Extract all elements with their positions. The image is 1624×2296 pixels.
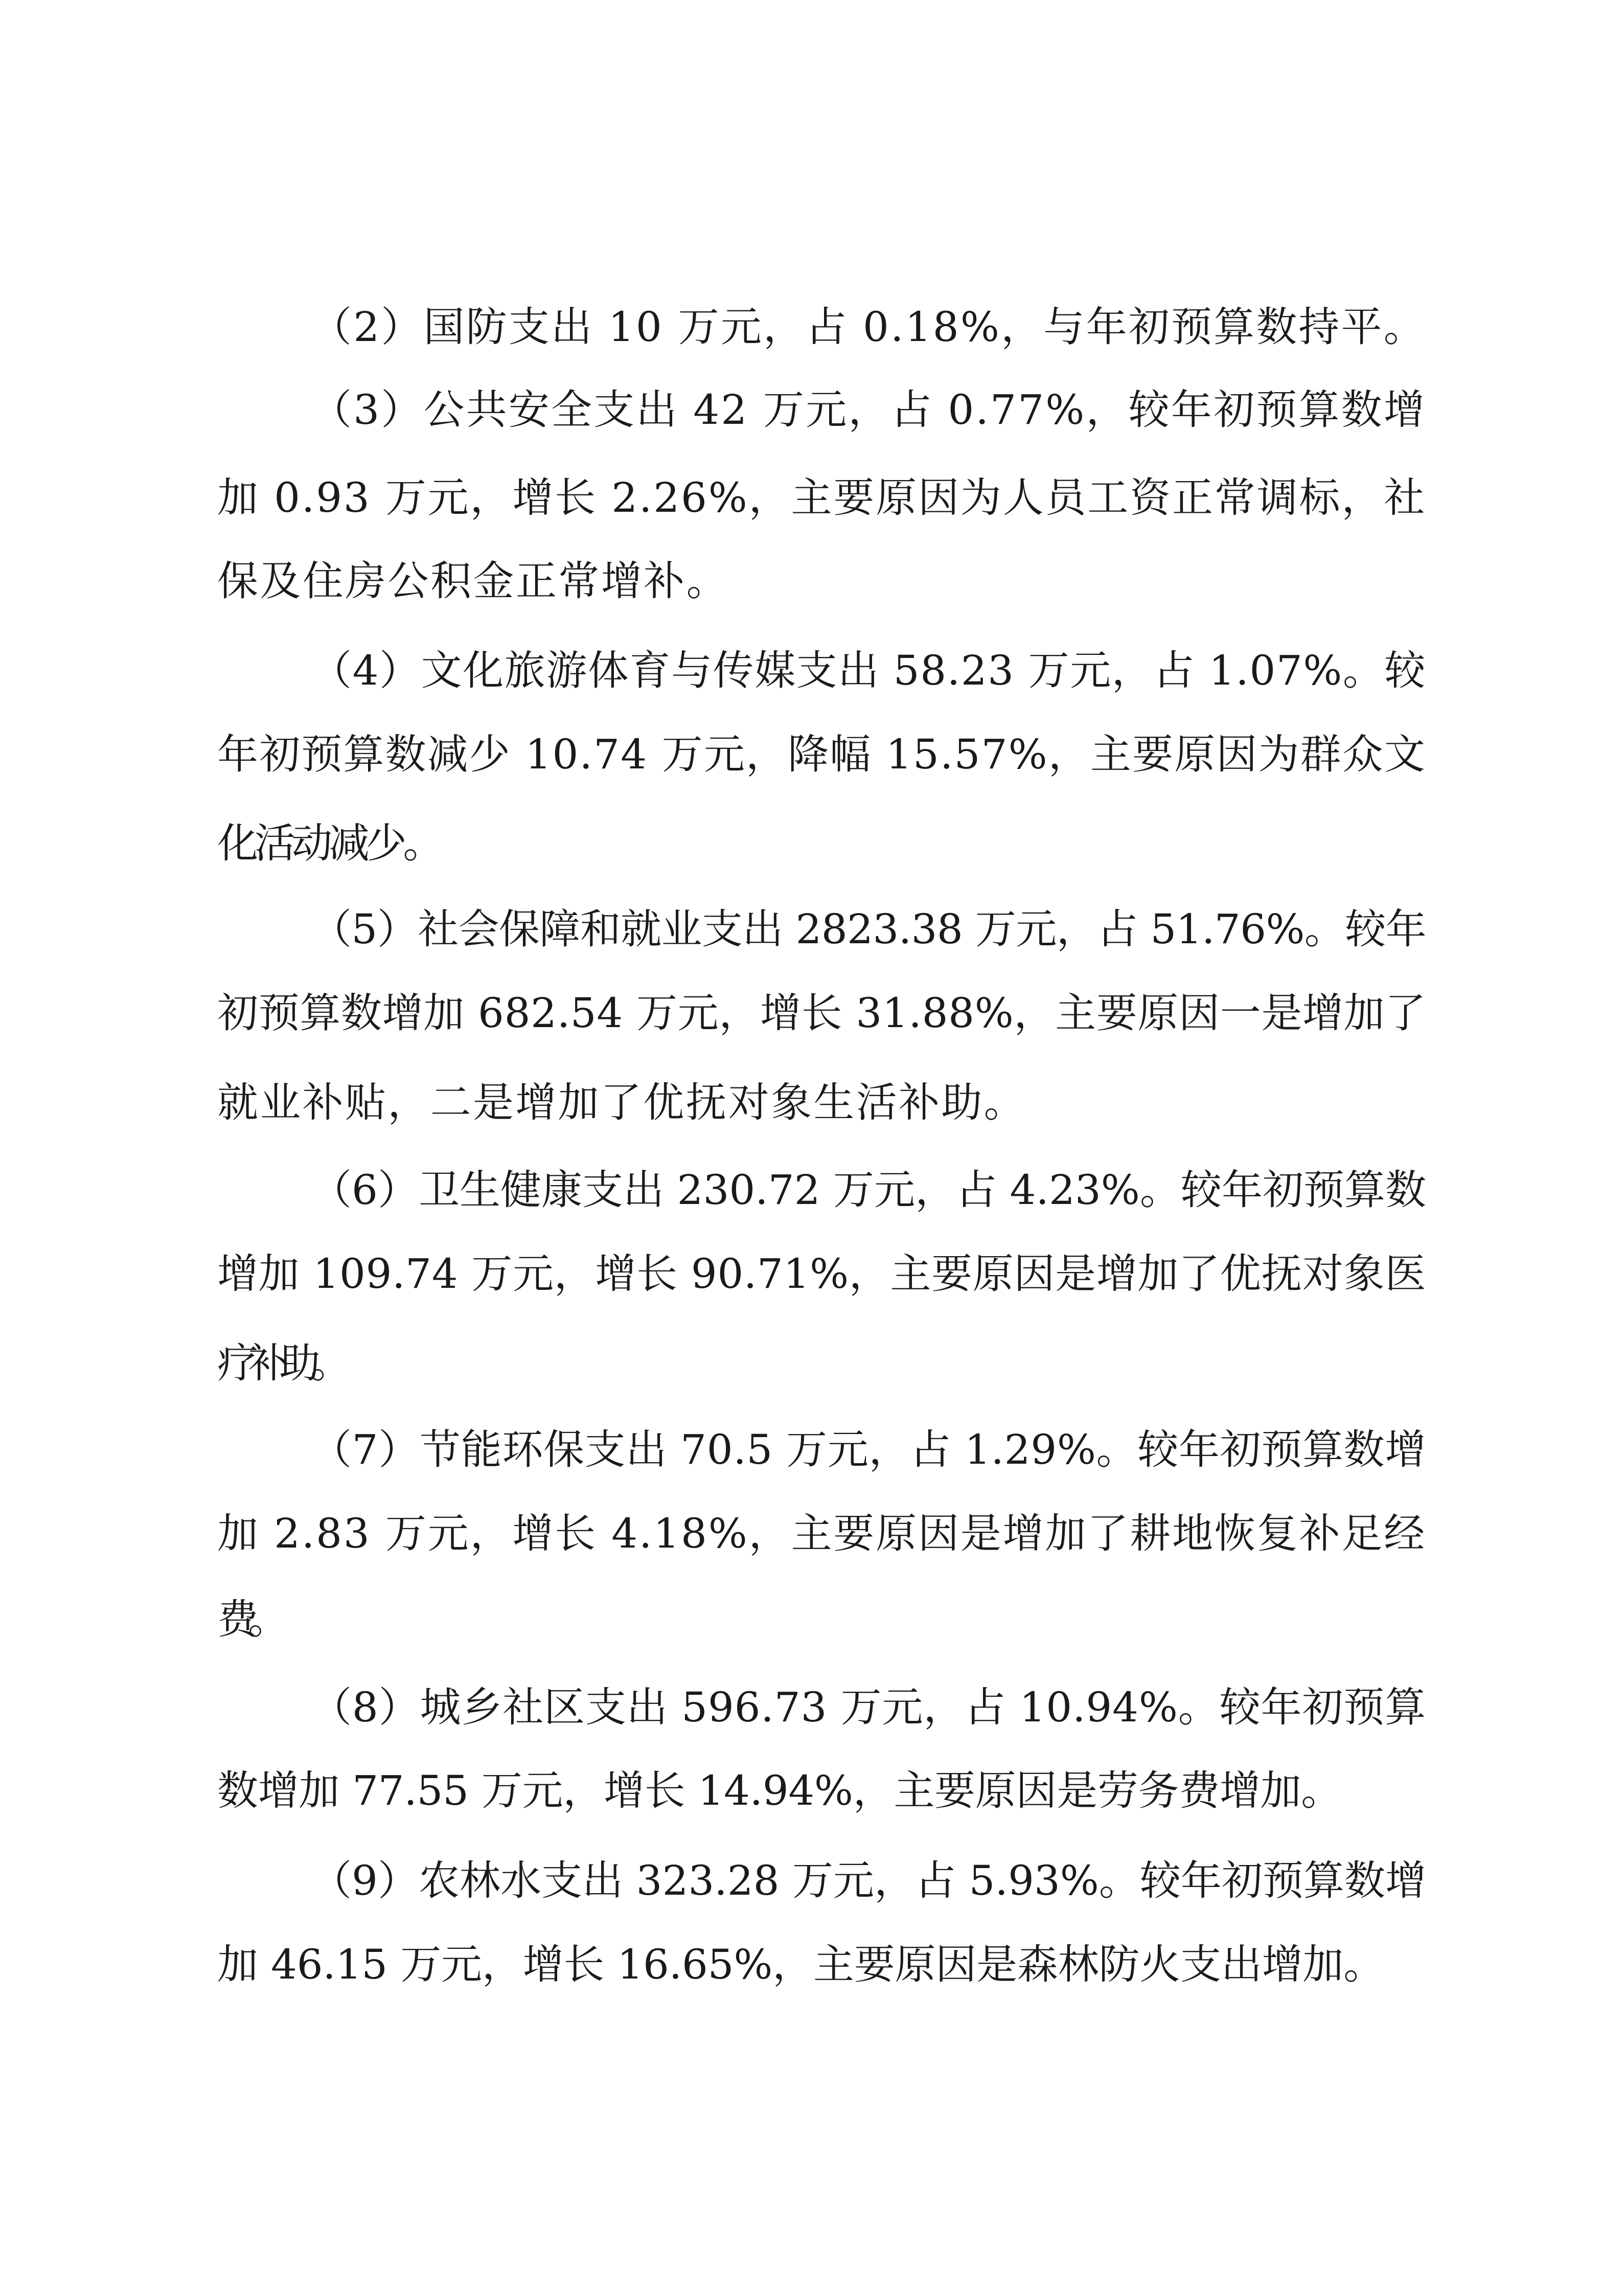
text-line: 就业补贴，二是增加了优抚对象生活补助。 xyxy=(217,1079,1026,1126)
text-line: （7）节能环保支出 70.5 万元，占 1.29%。较年初预算数增 xyxy=(311,1426,1426,1473)
text-line: （9）农林水支出 323.28 万元，占 5.93%。较年初预算数增 xyxy=(311,1857,1426,1904)
text-line: 疗补助。 xyxy=(217,1339,341,1387)
text-line: 保及住房公积金正常增补。 xyxy=(217,557,729,605)
text-line: 加 2.83 万元，增长 4.18%，主要原因是增加了耕地恢复补足经 xyxy=(217,1510,1426,1557)
text-line: （3）公共安全支出 42 万元，占 0.77%，较年初预算数增 xyxy=(311,386,1426,434)
text-line: 增加 109.74 万元，增长 90.71%，主要原因是增加了优抚对象医 xyxy=(217,1250,1426,1298)
text-line: 数增加 77.55 万元，增长 14.94%，主要原因是劳务费增加。 xyxy=(217,1767,1342,1814)
text-line: （4）文化旅游体育与传媒支出 58.23 万元，占 1.07%。较 xyxy=(311,647,1426,694)
text-line: （8）城乡社区支出 596.73 万元，占 10.94%。较年初预算 xyxy=(311,1684,1426,1731)
text-line: （5）社会保障和就业支出 2823.38 万元，占 51.76%。较年 xyxy=(311,905,1426,953)
text-line: （6）卫生健康支出 230.72 万元，占 4.23%。较年初预算数 xyxy=(311,1166,1426,1214)
text-line: 年初预算数减少 10.74 万元，降幅 15.57%，主要原因为群众文 xyxy=(217,731,1426,778)
text-line: 加 46.15 万元，增长 16.65%，主要原因是森林防火支出增加。 xyxy=(217,1941,1384,1988)
text-line: 化活动减少。 xyxy=(217,820,440,867)
text-line: 费。 xyxy=(217,1596,279,1643)
text-line: 加 0.93 万元，增长 2.26%，主要原因为人员工资正常调标，社 xyxy=(217,474,1426,521)
text-line: （2）国防支出 10 万元，占 0.18%，与年初预算数持平。 xyxy=(311,303,1426,351)
text-line: 初预算数增加 682.54 万元，增长 31.88%，主要原因一是增加了 xyxy=(217,989,1426,1037)
